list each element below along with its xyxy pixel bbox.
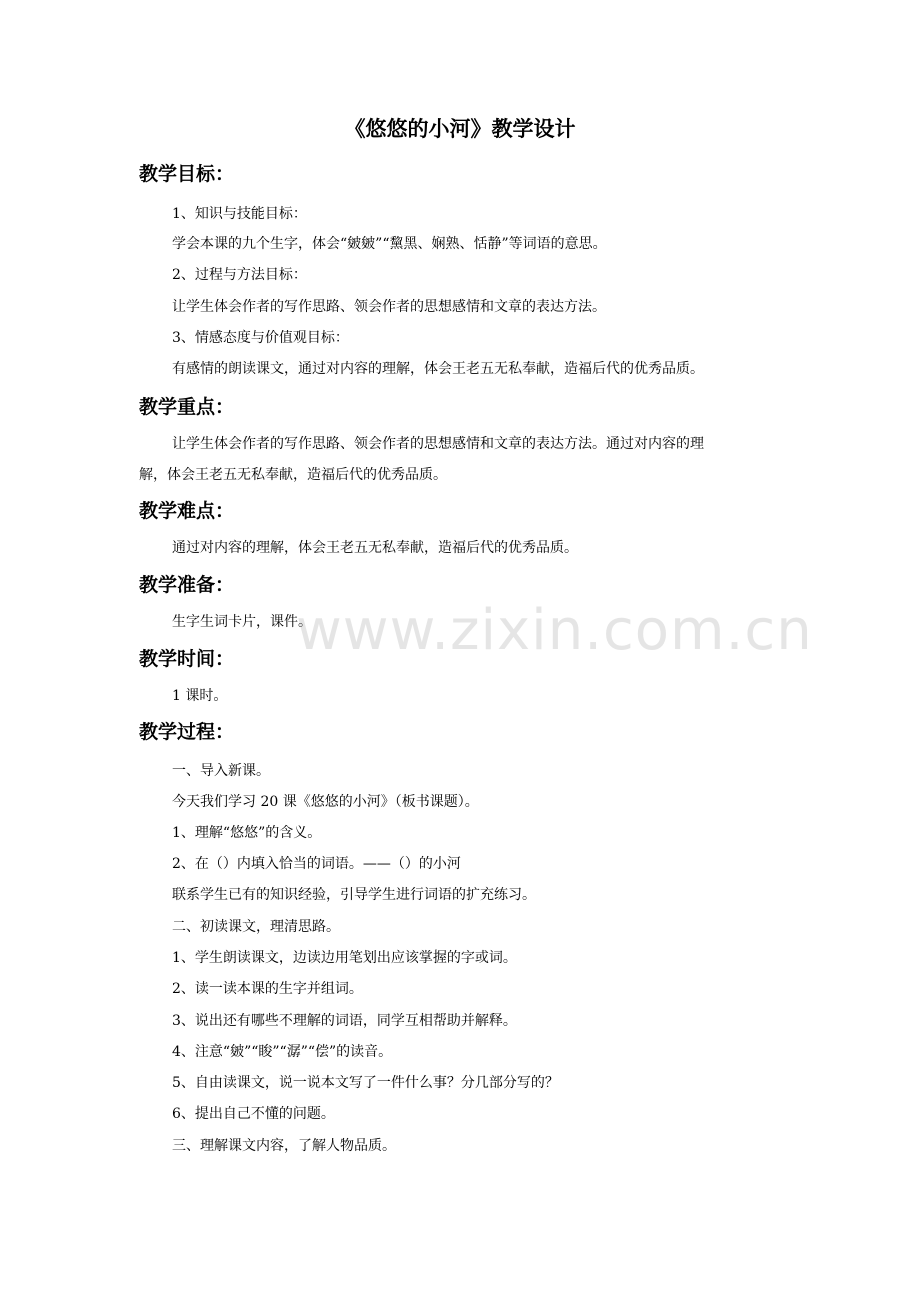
goal-line: 有感情的朗读课文，通过对内容的理解，体会王老五无私奉献，造福后代的优秀品质。	[172, 361, 704, 377]
process-line: 5、自由读课文，说一说本文写了一件什么事？分几部分写的？	[172, 1075, 559, 1091]
process-line: 2、在（）内填入恰当的词语。——（）的小河	[172, 856, 461, 872]
heading-key-points: 教学重点：	[139, 396, 235, 418]
process-line: 1、学生朗读课文，边读边用笔划出应该掌握的字或词。	[172, 950, 517, 966]
process-line: 1、理解“悠悠”的含义。	[172, 825, 322, 841]
difficulties-line: 通过对内容的理解，体会王老五无私奉献，造福后代的优秀品质。	[172, 540, 578, 556]
heading-teaching-time: 教学时间：	[139, 648, 235, 670]
document-title: 《悠悠的小河》教学设计	[344, 117, 576, 141]
heading-teaching-goals: 教学目标：	[139, 163, 235, 185]
process-line: 一、导入新课。	[172, 763, 270, 779]
watermark: www.zixin.com.cn	[296, 598, 813, 663]
preparation-line: 生字生词卡片，课件。	[172, 614, 312, 630]
process-line: 6、提出自己不懂的问题。	[172, 1106, 335, 1122]
goal-line: 2、过程与方法目标：	[172, 267, 307, 283]
process-line: 3、说出还有哪些不理解的词语，同学互相帮助并解释。	[172, 1013, 517, 1029]
heading-teaching-process: 教学过程：	[139, 721, 235, 743]
goal-line: 3、情感态度与价值观目标：	[172, 330, 349, 346]
goal-line: 学会本课的九个生字，体会“皴皴”“黧黑、娴熟、恬静”等词语的意思。	[172, 236, 607, 252]
process-line: 三、理解课文内容，了解人物品质。	[172, 1138, 396, 1154]
key-points-line: 让学生体会作者的写作思路、领会作者的思想感情和文章的表达方法。通过对内容的理	[172, 436, 704, 452]
teaching-time-line: 1 课时。	[172, 688, 228, 704]
process-line: 今天我们学习 20 课《悠悠的小河》（板书课题）。	[172, 794, 479, 810]
goal-line: 让学生体会作者的写作思路、领会作者的思想感情和文章的表达方法。	[172, 299, 606, 315]
process-line: 2、读一读本课的生字并组词。	[172, 981, 363, 997]
process-line: 二、初读课文，理清思路。	[172, 919, 340, 935]
key-points-line: 解，体会王老五无私奉献，造福后代的优秀品质。	[139, 467, 447, 483]
heading-difficulties: 教学难点：	[139, 500, 235, 522]
process-line: 4、注意“皴”“睃”“潺”“偿”的读音。	[172, 1044, 393, 1060]
goal-line: 1、知识与技能目标：	[172, 206, 307, 222]
heading-preparation: 教学准备：	[139, 574, 235, 596]
process-line: 联系学生已有的知识经验，引导学生进行词语的扩充练习。	[172, 887, 536, 903]
